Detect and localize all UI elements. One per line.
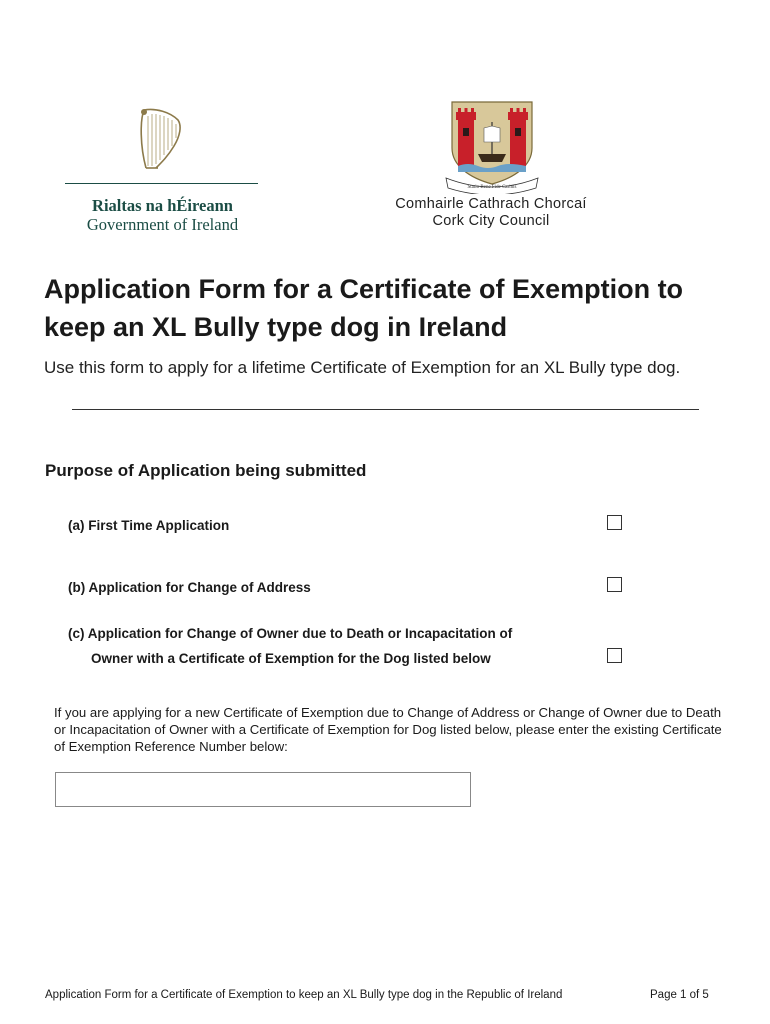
page-number: Page 1 of 5 (650, 989, 709, 1001)
option-a-label: (a) First Time Application (68, 518, 230, 533)
first-time-application-checkbox[interactable] (607, 515, 622, 530)
crest-motto: Statio Bene Fide Carinis (467, 185, 517, 190)
footer-document-title: Application Form for a Certificate of Exemption to keep an XL Bully type dog in the Republic of Ireland (45, 989, 563, 1001)
option-c-label-line1: (c) Application for Change of Owner due to Death or Incapacitation of (68, 626, 513, 641)
government-irish-name: Rialtas na hÉireann (92, 196, 233, 215)
change-of-owner-checkbox[interactable] (607, 648, 622, 663)
reference-number-input[interactable] (55, 772, 471, 807)
section-divider (72, 409, 699, 410)
council-irish-name: Comhairle Cathrach Chorcaí (395, 196, 587, 212)
option-c-label-line2: Owner with a Certificate of Exemption for the Dog listed below (91, 651, 491, 666)
page-title: Application Form for a Certificate of Exemption to keep an XL Bully type dog in Ireland (44, 274, 684, 342)
harp-icon (134, 106, 186, 172)
page-subtitle: Use this form to apply for a lifetime Certificate of Exemption for an XL Bully type dog. (44, 358, 681, 377)
council-english-name: Cork City Council (432, 213, 550, 229)
purpose-heading: Purpose of Application being submitted (45, 461, 367, 480)
logo-divider (65, 183, 258, 184)
change-of-address-checkbox[interactable] (607, 577, 622, 592)
option-b-label: (b) Application for Change of Address (68, 580, 311, 595)
cork-city-crest-icon (444, 100, 540, 194)
government-english-name: Government of Ireland (86, 215, 239, 234)
reference-instructions: If you are applying for a new Certificate of Exemption due to Change of Address or Change of Owner due to Death or Incapacitation of Owner with a Certificate of Exemption for Dog listed below, please enter the existing Certificate of Exemption Reference Number below: (54, 705, 722, 754)
